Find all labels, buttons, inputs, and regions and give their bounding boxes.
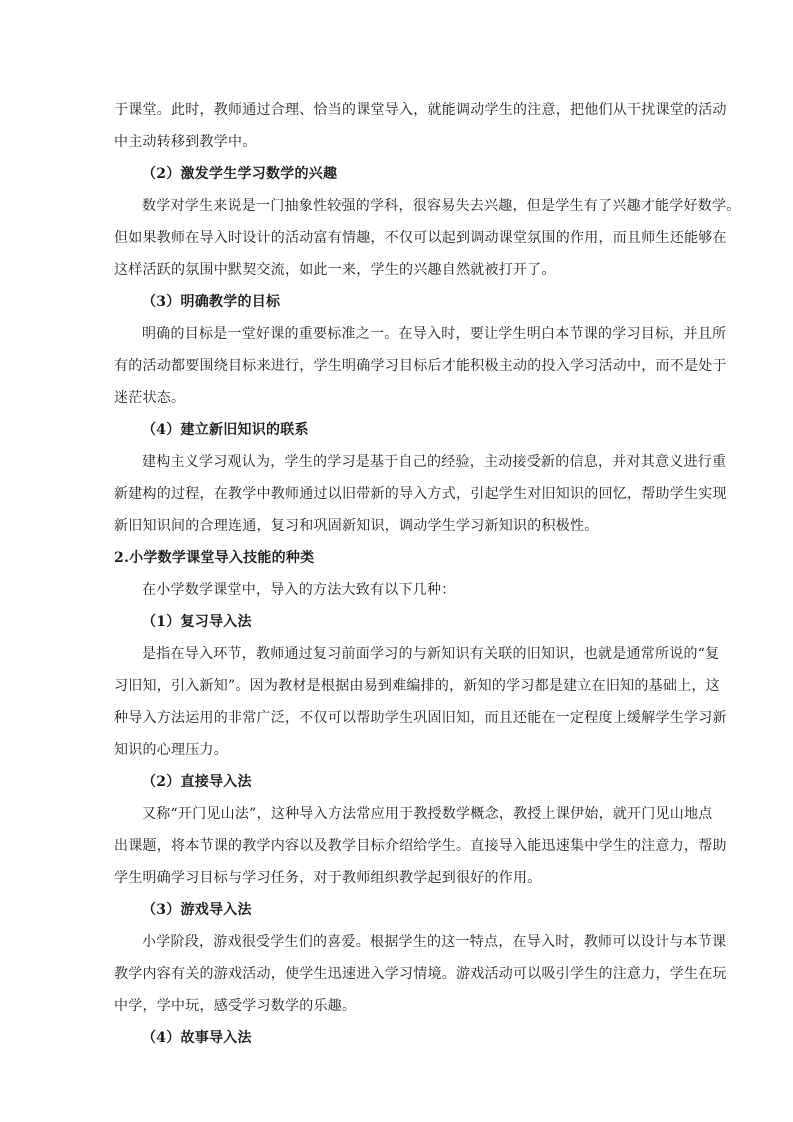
paragraph-link-line-1: 建构主义学习观认为，学生的学习是基于自己的经验，主动接受新的信息，并对其意义进行重 bbox=[142, 454, 727, 470]
paragraph-link-line-2: 新建构的过程，在教学中教师通过以旧带新的导入方式，引起学生对旧知识的回忆，帮助学生实现 bbox=[114, 486, 727, 502]
paragraph-goals-line-1: 明确的目标是一堂好课的重要标准之一。在导入时，要让学生明白本节课的学习目标，并且所 bbox=[142, 326, 727, 342]
paragraph-game-line-3: 中学，学中玩，感受学习数学的乐趣。 bbox=[114, 998, 357, 1014]
paragraph-interest-line-2: 但如果教师在导入时设计的活动富有情趣，不仅可以起到调动课堂氛围的作用，而且师生还能够在 bbox=[114, 230, 727, 246]
paragraph-review-line-1: 是指在导入环节，教师通过复习前面学习的与新知识有关联的旧知识，也就是通常所说的“复 bbox=[142, 646, 720, 662]
section-heading-types: 2.小学数学课堂导入技能的种类 bbox=[114, 550, 315, 566]
heading-story-method: （4）故事导入法 bbox=[142, 1030, 252, 1046]
paragraph-review-line-4: 知识的心理压力。 bbox=[114, 742, 228, 758]
paragraph-intro-line-2: 中主动转移到教学中。 bbox=[114, 134, 257, 150]
paragraph-direct-line-3: 学生明确学习目标与学习任务，对于教师组织教学起到很好的作用。 bbox=[114, 870, 542, 886]
paragraph-review-line-3: 种导入方法运用的非常广泛，不仅可以帮助学生巩固旧知，而且还能在一定程度上缓解学生学习新 bbox=[114, 710, 727, 726]
heading-link-knowledge: （4）建立新旧知识的联系 bbox=[142, 422, 309, 438]
paragraph-link-line-3: 新旧知识间的合理连通，复习和巩固新知识，调动学生学习新知识的积极性。 bbox=[114, 518, 599, 534]
paragraph-direct-line-2: 出课题，将本节课的教学内容以及教学目标介绍给学生。直接导入能迅速集中学生的注意力，帮助 bbox=[114, 838, 727, 854]
heading-clarify-goals: （3）明确教学的目标 bbox=[142, 294, 281, 310]
paragraph-types-intro: 在小学数学课堂中，导入的方法大致有以下几种： bbox=[142, 582, 456, 598]
paragraph-game-line-2: 教学内容有关的游戏活动，使学生迅速进入学习情境。游戏活动可以吸引学生的注意力，学生在玩 bbox=[114, 966, 727, 982]
heading-direct-method: （2）直接导入法 bbox=[142, 774, 252, 790]
heading-review-method: （1）复习导入法 bbox=[142, 614, 252, 630]
paragraph-intro-line-1: 于课堂。此时，教师通过合理、恰当的课堂导入，就能调动学生的注意，把他们从干扰课堂的活动 bbox=[114, 102, 727, 118]
heading-game-method: （3）游戏导入法 bbox=[142, 902, 252, 918]
paragraph-goals-line-2: 有的活动都要围绕目标来进行，学生明确学习目标后才能积极主动的投入学习活动中，而不是处于 bbox=[114, 358, 727, 374]
heading-motivate-interest: （2）激发学生学习数学的兴趣 bbox=[142, 166, 338, 182]
paragraph-goals-line-3: 迷茫状态。 bbox=[114, 390, 186, 406]
paragraph-game-line-1: 小学阶段，游戏很受学生们的喜爱。根据学生的这一特点，在导入时，教师可以设计与本节课 bbox=[142, 934, 727, 950]
paragraph-interest-line-1: 数学对学生来说是一门抽象性较强的学科，很容易失去兴趣，但是学生有了兴趣才能学好数学。 bbox=[142, 198, 741, 214]
paragraph-direct-line-1: 又称“开门见山法”，这种导入方法常应用于教授数学概念，教授上课伊始，就开门见山地点 bbox=[142, 806, 713, 822]
paragraph-interest-line-3: 这样活跃的氛围中默契交流，如此一来，学生的兴趣自然就被打开了。 bbox=[114, 262, 556, 278]
paragraph-review-line-2: 习旧知，引入新知”。因为教材是根据由易到难编排的，新知的学习都是建立在旧知的基础上，这 bbox=[114, 678, 720, 694]
